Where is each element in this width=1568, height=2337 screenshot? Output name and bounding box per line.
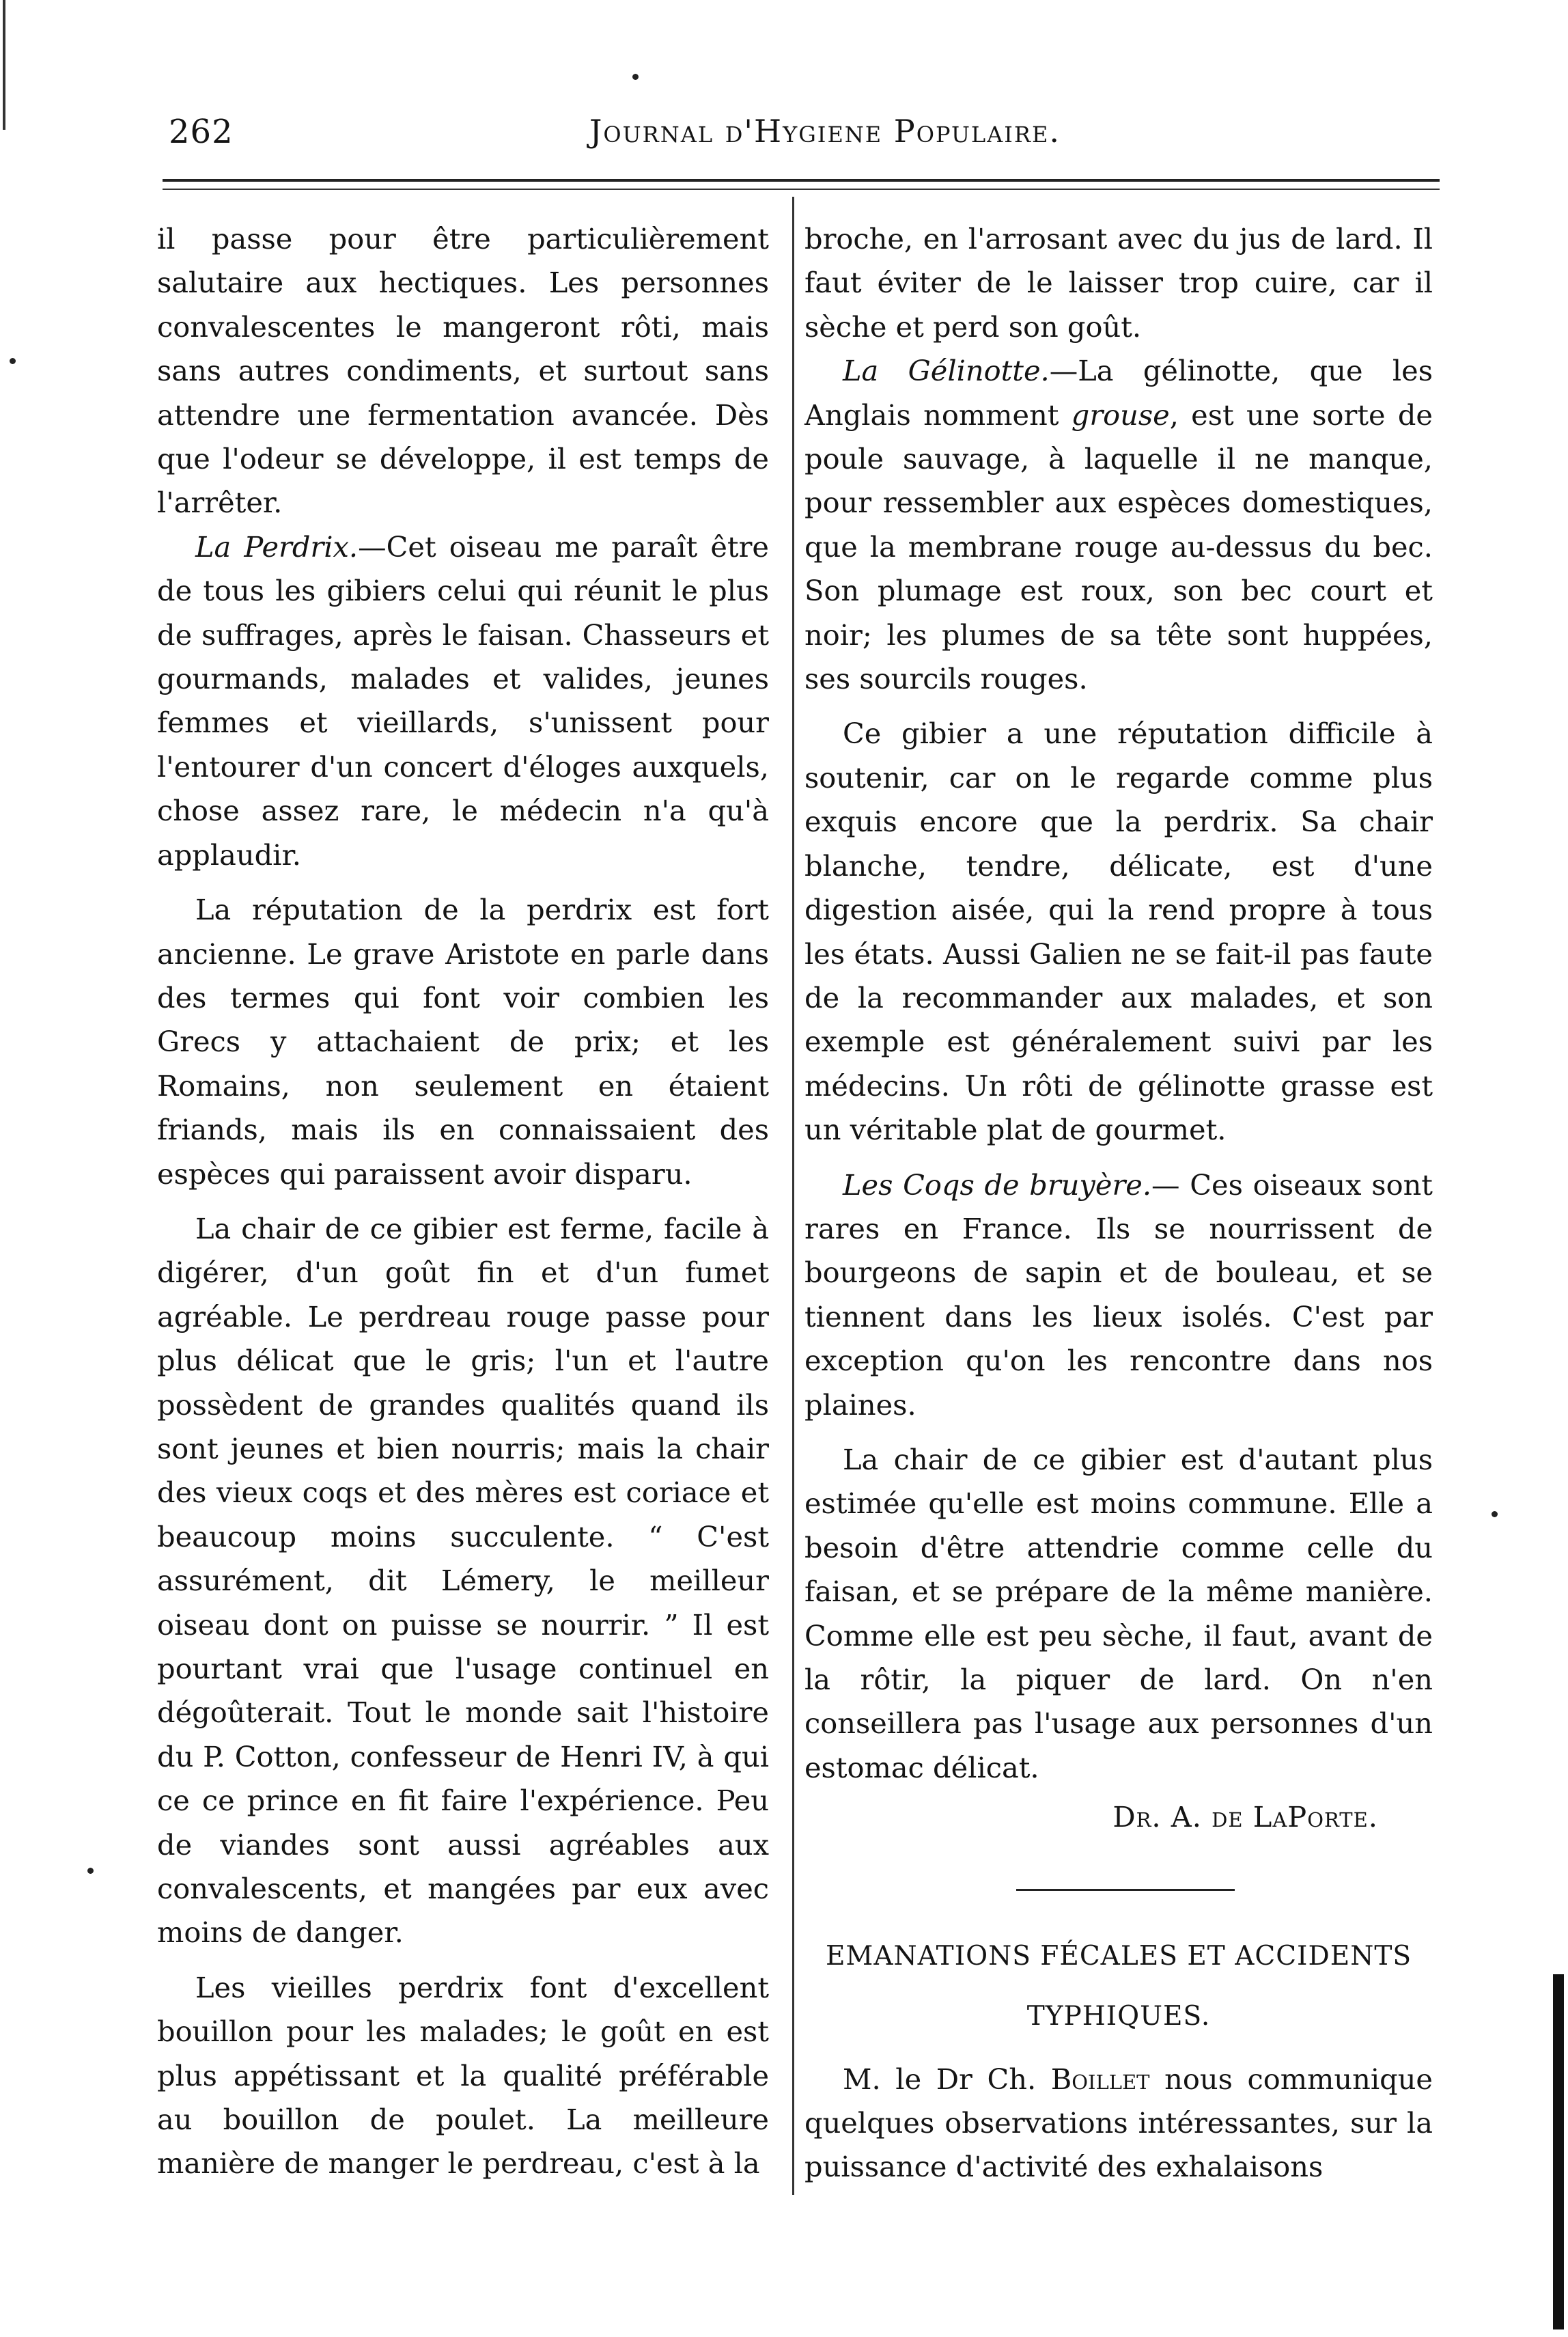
scan-edge-mark	[3, 0, 5, 130]
right-column	[804, 217, 1433, 2189]
left-column	[157, 217, 769, 2186]
paragraph: Ce gibier a une réputation difficile à soutenir, car on le regarde comme plus exquis encore que la perdrix. Sa chair blanche, tendre, délicate, est d'une digestion aisée, qui la rend propre à tous les états. Aussi Galien ne se fait-il pas faute de la recommander aux malades, et son exemple est généralement suivi par les médecins. Un rôti de gélinotte grasse est un véritable plat de gourmet.	[804, 717, 1433, 1147]
column-divider	[792, 197, 794, 2195]
paragraph: La chair de ce gibier est d'autant plus estimée qu'elle est moins commune. Elle a besoin d'être attendrie comme celle du faisan, et se prépare de la même manière. Comme elle est peu sèche, il faut, avant de la rôtir, la piquer de lard. On n'en conseillera pas l'usage aux personnes d'un estomac délicat.	[804, 1442, 1433, 1784]
paragraph-text: —La gélinotte, que les Anglais nomment	[804, 354, 1433, 432]
paragraph: il passe pour être particulièrement salutaire aux hectiques. Les personnes convalescentes le mangeront rôti, mais sans autres condiments, et surtout sans attendre une fermentation avancée. Dès que l'odeur se développe, il est temps de l'arrêter.	[157, 222, 769, 520]
paragraph: La chair de ce gibier est ferme, facile à digérer, d'un goût fin et d'un fumet agréable. Le perdreau rouge passe pour plus délicat que le gris; l'un et l'autre possèdent de grandes qualités quand ils sont jeunes et bien nourris; mais la chair des vieux coqs et des mères est coriace et beaucoup moins succulente. “ C'est assurément, dit Lémery, le meilleur oiseau dont on puisse se nourrir. ” Il est pourtant vrai que l'usage continuel en dégoûterait. Tout le monde sait l'histoire du P. Cotton, confesseur de Henri IV, à qui ce ce prince en fit faire l'expérience. Peu de viandes sont aussi agréables aux convalescents, et mangées par eux avec moins de danger.	[157, 1211, 769, 1950]
author-name: Boillet	[1050, 2062, 1150, 2096]
scan-speck	[87, 1868, 94, 1874]
paragraph: Les vieilles perdrix font d'excellent bouillon pour les malades; le goût en est plus appétissant et la qualité préférable au bouillon de poulet. La meilleure manière de manger le perdreau, c'est à la	[157, 1970, 769, 2181]
section-separator	[1016, 1889, 1235, 1891]
paragraph-text: M. le Dr Ch.	[843, 2062, 1051, 2096]
paragraph-perdrix	[157, 525, 769, 877]
paragraph-text: — Ces oiseaux sont rares en France. Ils se nourrissent de bourgeons de sapin et de bouleau, et se tiennent dans les lieux isolés. C'est par exception qu'on les rencontre dans nos plaines.	[804, 1167, 1433, 1422]
paragraph-coqs	[804, 1163, 1433, 1427]
running-title: Journal d'Hygiene Populaire.	[589, 113, 1061, 150]
header-rule-thick	[163, 179, 1440, 182]
section-title	[804, 1926, 1433, 2047]
page-header	[0, 113, 1568, 167]
section-title-line: EMANATIONS FÉCALES ET ACCIDENTS	[825, 1940, 1412, 1972]
paragraph-text: , est une sorte de poule sauvage, à laquelle il ne manque, pour ressembler aux espèces domestiques, que la membrane rouge au-dessus du bec. Son plumage est roux, son bec court et noir; les plumes de sa tête sont huppées, ses sourcils rouges.	[804, 398, 1433, 696]
paragraph: broche, en l'arrosant avec du jus de lard. Il faut éviter de le laisser trop cuire, car il sèche et perd son goût.	[804, 222, 1433, 344]
paragraph-boillet	[804, 2058, 1433, 2189]
scan-speck	[632, 74, 639, 80]
page-number: 262	[169, 113, 234, 151]
subheading-perdrix: La Perdrix.	[195, 529, 359, 564]
subheading-coqs-de-bruyere: Les Coqs de bruyère.	[843, 1167, 1152, 1202]
paragraph: La réputation de la perdrix est fort ancienne. Le grave Aristote en parle dans des termes qui font voir combien les Grecs y attachaient de prix; et les Romains, non seulement en étaient friands, mais ils en connaissaient des espèces qui paraissent avoir disparu.	[157, 893, 769, 1191]
author-signature: Dr. A. de LaPorte.	[1112, 1800, 1378, 1834]
paragraph-text: —Cet oiseau me paraît être de tous les gibiers celui qui réunit le plus de suffrages, après le faisan. Chasseurs et gourmands, malades et valides, jeunes femmes et vieillards, s'unissent pour l'entourer d'un concert d'éloges auxquels, chose assez rare, le médecin n'a qu'à applaudir.	[157, 529, 769, 872]
term-grouse: grouse	[1071, 398, 1170, 432]
scan-speck	[1492, 1511, 1498, 1517]
paragraph-gelinotte	[804, 349, 1433, 701]
header-rule-thin	[163, 189, 1440, 190]
section-title-line: TYPHIQUES.	[1026, 2000, 1211, 2032]
paragraph-text: nous communique quelques observations intéressantes, sur la puissance d'activité des exhalaisons	[804, 2062, 1433, 2184]
scan-speck	[10, 358, 16, 364]
scan-edge-bar	[1553, 1974, 1564, 2329]
subheading-gelinotte: La Gélinotte.	[843, 354, 1050, 388]
